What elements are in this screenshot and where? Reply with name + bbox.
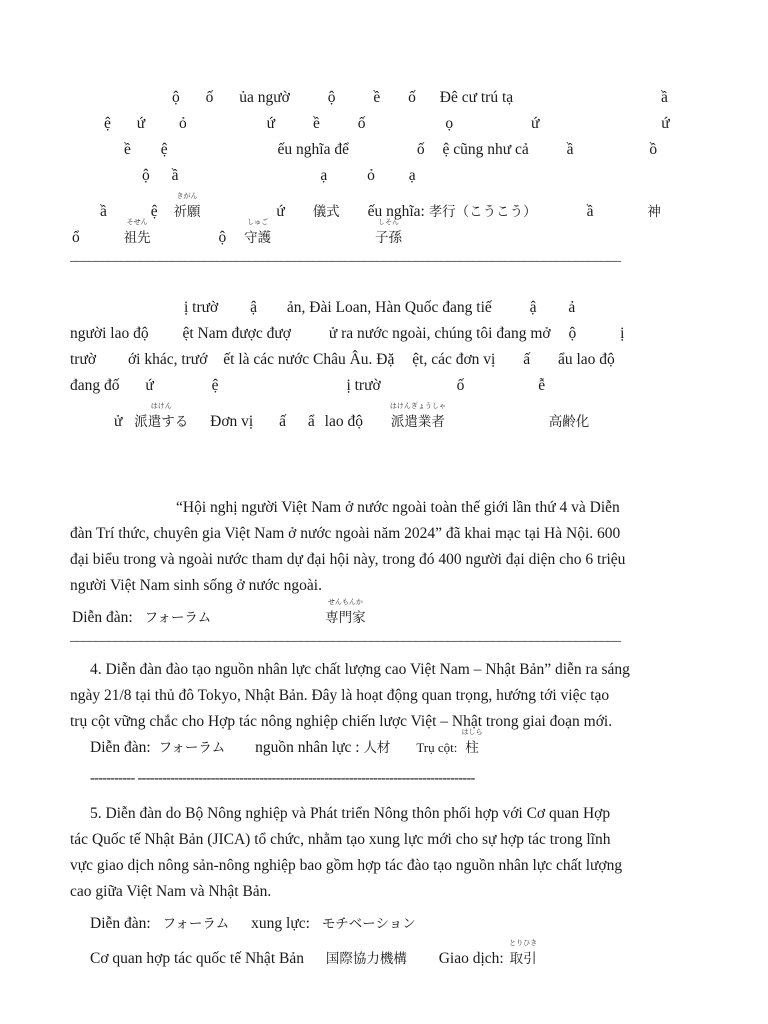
text-fragment: ỏ (367, 167, 375, 184)
p5-line-2: tác Quốc tế Nhật Bản (JICA) tổ chức, nhằm tạo xung lực mới cho sự hợp tác trong lĩnh (70, 831, 611, 848)
text-fragment: ầ (171, 167, 179, 184)
vocab-forum: フォーラム (144, 610, 212, 626)
text-fragment: ầ (661, 89, 668, 106)
text-fragment: ạ (408, 167, 416, 184)
text-fragment: ứ (276, 203, 285, 220)
p2-line-4 (70, 376, 545, 396)
kanji: 守護 (244, 230, 272, 246)
text-fragment: ộ (568, 325, 577, 342)
text-fragment: ứ (530, 115, 540, 132)
text-fragment: ề (312, 115, 320, 132)
furigana: しゅご (247, 218, 269, 226)
text-fragment: đang đố (70, 377, 120, 394)
text-fragment: ố (357, 115, 366, 132)
kanji: 祖先 (123, 230, 151, 246)
text-fragment: ếu nghĩa: (367, 203, 425, 220)
p1-line-4 (142, 166, 416, 186)
furigana: とりひき (509, 939, 538, 947)
text-fragment: ọ (445, 115, 454, 132)
label: Giao dịch: (438, 950, 504, 967)
vocab-jinzai: 人材 (363, 740, 391, 756)
p3-vocab-line (72, 598, 366, 628)
text-fragment: ầ (586, 203, 594, 220)
vocab-jica: 国際協力機構 (325, 951, 407, 967)
furigana: きがん (176, 192, 198, 200)
text-fragment: ố (456, 377, 465, 394)
kanji: 祈願 (173, 204, 201, 220)
text-fragment: ề (373, 89, 381, 106)
furigana: そせん (126, 218, 148, 226)
divider-dashes: ----------- ----------------------------------------------------------------------------------- (90, 772, 475, 786)
text-fragment: ệ (160, 141, 168, 158)
p2-line-3 (70, 350, 615, 370)
kanji: 取引 (509, 951, 537, 967)
vocab-kokou: 孝行（こうこう） (428, 204, 537, 220)
furigana: はしら (461, 728, 483, 736)
text-fragment: ết là các nước Châu Âu. Đặ (223, 351, 395, 368)
text-fragment: ếu nghĩa để (277, 141, 349, 158)
p2-line-1 (184, 298, 575, 318)
p1-line-3 (124, 140, 657, 160)
text-fragment: ẩu lao độ (557, 351, 615, 368)
text-fragment: ộ (172, 89, 180, 106)
p1-vocab-line-2 (72, 218, 402, 248)
text-fragment: ỏ (179, 115, 187, 132)
label: Diễn đàn: (90, 739, 151, 756)
text-fragment: ứ (266, 115, 276, 132)
text-fragment: ậ (529, 299, 537, 316)
text-fragment: ề (124, 141, 131, 158)
text-fragment: ố (416, 141, 425, 158)
text-fragment: Đê cư trú tạ (439, 89, 514, 106)
p3-line-2: đàn Trí thức, chuyên gia Việt Nam ở nước ngoài năm 2024” đã khai mạc tại Hà Nội. 600 (70, 525, 621, 542)
p3-line-1: “Hội nghị người Việt Nam ở nước ngoài toàn thế giới lần thứ 4 và Diễn (176, 499, 620, 516)
text-fragment: lao độ (324, 413, 363, 430)
p5-line-3: vực giao dịch nông sản-nông nghiệp bao gồm hợp tác đào tạo nguồn nhân lực chất lượng (70, 857, 623, 874)
text-fragment: ộ (142, 167, 150, 184)
divider-underscore-2: ______________________________________________________________________________________ (70, 630, 621, 644)
label: xung lực: (251, 915, 310, 932)
text-fragment: Đơn vị (210, 413, 254, 430)
text-fragment: ị (620, 325, 625, 342)
text-fragment: ị trườ (184, 299, 219, 316)
text-fragment: ấ (279, 413, 286, 430)
label: Diễn đàn: (90, 915, 151, 932)
text-fragment: ấ (523, 351, 531, 368)
text-fragment: ị trườ (346, 377, 381, 394)
label: nguồn nhân lực : (255, 739, 360, 756)
text-fragment: ệt Nam được đượ (182, 325, 291, 342)
vocab-gishiki: 儀式 (312, 204, 340, 220)
text-fragment: ầ (100, 203, 107, 220)
vocab-shison (375, 218, 402, 248)
text-fragment: ễ (538, 377, 546, 394)
text-fragment: ầ (566, 141, 574, 158)
text-fragment: ủa ngườ (239, 89, 290, 106)
label: Diễn đàn: (72, 609, 133, 626)
p1-line-1 (172, 88, 668, 108)
vocab-forum: フォーラム (162, 916, 230, 932)
p2-vocab-line (114, 402, 590, 432)
vocab-forum: フォーラム (158, 740, 226, 756)
text-fragment: ố (205, 89, 214, 106)
text-fragment: ố (408, 89, 416, 106)
p1-line-2 (104, 114, 670, 134)
p5-vocab-line-1 (90, 914, 416, 934)
vocab-motivation: モチベーション (321, 916, 416, 932)
vocab-torihiki (509, 939, 538, 969)
text-fragment: ản, Đài Loan, Hàn Quốc đang tiế (286, 299, 492, 316)
text-fragment: ử ra nước ngoài, chúng tôi đang mở (328, 325, 551, 342)
text-fragment: ứ (145, 377, 154, 394)
text-fragment: ứ (661, 115, 670, 132)
text-fragment: ử (114, 413, 123, 430)
text-fragment: người lao độ (70, 325, 149, 342)
vocab-hakengyousha (389, 402, 446, 432)
vocab-haken (134, 402, 189, 432)
divider-underscore-1: ______________________________________________________________________________________ (70, 250, 621, 264)
p3-line-4: người Việt Nam sinh sống ở nước ngoài. (70, 577, 322, 594)
p5-line-4: cao giữa Việt Nam và Nhật Bản. (70, 883, 272, 900)
text-fragment: ộ (327, 89, 336, 106)
vocab-kigan (173, 192, 201, 222)
text-fragment: ệ (211, 377, 219, 394)
vocab-koureika: 高齢化 (548, 414, 590, 430)
furigana: はけんぎょうしゃ (389, 402, 446, 410)
text-fragment: ồ (649, 141, 658, 158)
p3-line-3: đại biểu trong và ngoài nước tham dự đại hội này, trong đó 400 người đại diện cho 6 triệu (70, 551, 626, 568)
p4-line-3: trụ cột vững chắc cho Hợp tác nông nghiệp chiến lược Việt – Nhật trong giai đoạn mới. (70, 713, 613, 730)
p4-line-1: 4. Diễn đàn đào tạo nguồn nhân lực chất lượng cao Việt Nam – Nhật Bản” diễn ra sáng (90, 661, 630, 678)
text-fragment: ổ (72, 229, 80, 246)
p5-vocab-line-2 (90, 939, 538, 969)
vocab-senmonka (325, 598, 366, 628)
label: Trụ cột: (416, 740, 458, 755)
text-fragment: ệ (104, 115, 111, 132)
furigana: せんもんか (327, 598, 363, 606)
text-fragment: ệ (150, 203, 158, 220)
text-fragment: trườ (70, 351, 97, 368)
label: Cơ quan hợp tác quốc tế Nhật Bản (90, 950, 304, 967)
kanji: 派遣する (134, 414, 189, 430)
vocab-hashira (461, 728, 483, 758)
vocab-kami: 神 (647, 204, 661, 220)
text-fragment: ậ (250, 299, 258, 316)
furigana: はけん (150, 402, 172, 410)
text-fragment: ẩ (307, 413, 315, 430)
kanji: 専門家 (325, 610, 366, 626)
p4-line-2: ngày 21/8 tại thủ đô Tokyo, Nhật Bản. Đây là hoạt động quan trọng, hướng tới việc tạo (70, 687, 610, 704)
p2-line-2 (70, 324, 624, 344)
text-fragment: ứ (136, 115, 146, 132)
text-fragment: ệ cũng như cả (442, 141, 529, 158)
p5-line-1: 5. Diễn đàn do Bộ Nông nghiệp và Phát triển Nông thôn phối hợp với Cơ quan Hợp (90, 805, 611, 822)
text-fragment: ộ (218, 229, 227, 246)
kanji: 派遣業者 (390, 414, 445, 430)
text-fragment: ới khác, trướ (127, 351, 208, 368)
text-fragment: ả (568, 299, 576, 316)
p4-vocab-line (90, 728, 483, 758)
vocab-shugo (244, 218, 272, 248)
vocab-sosen (123, 218, 151, 248)
text-fragment: ạ (320, 167, 328, 184)
text-fragment: ệt, các đơn vị (412, 351, 496, 368)
furigana: しそん (378, 218, 399, 226)
kanji: 子孫 (375, 230, 402, 246)
kanji: 柱 (465, 740, 479, 756)
